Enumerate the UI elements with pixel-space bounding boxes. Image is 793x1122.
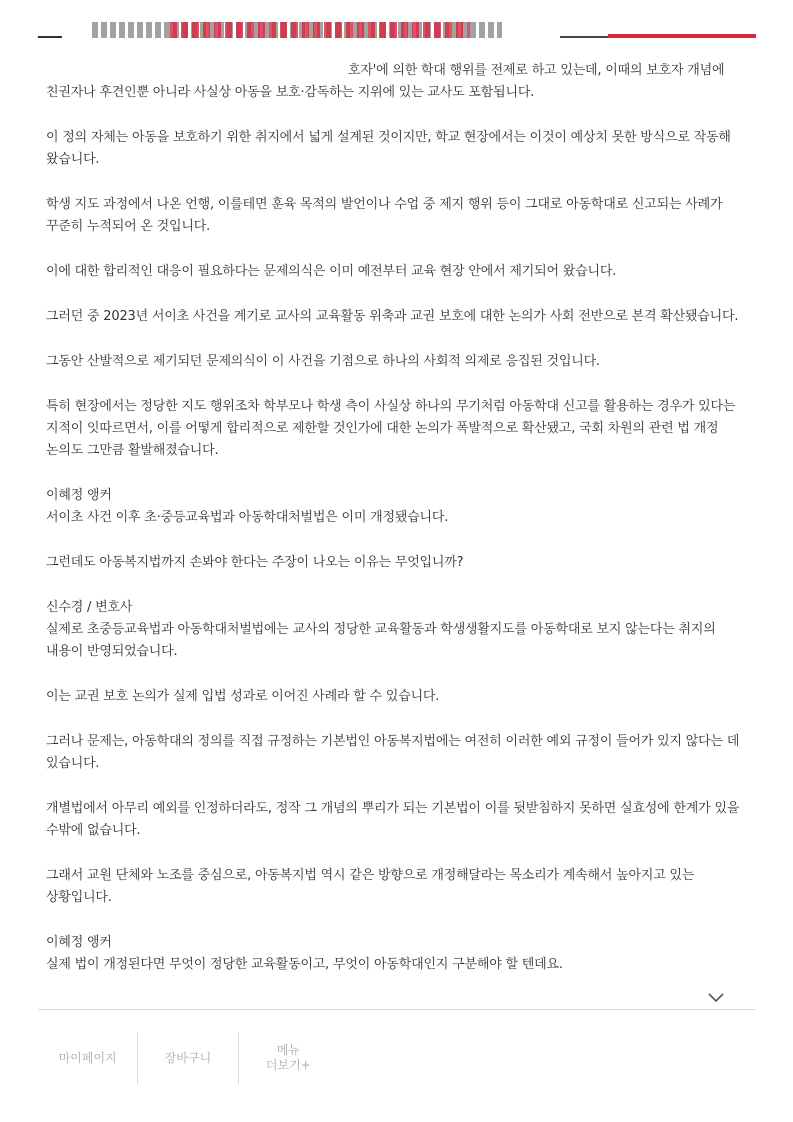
mypage-button[interactable] <box>38 1032 138 1084</box>
dialogue-block <box>46 932 750 976</box>
more-menu-label-line1: 메뉴 <box>276 1043 300 1057</box>
speaker-name: 이혜정 앵커 <box>46 935 112 950</box>
cart-label: 장바구니 <box>164 1050 212 1065</box>
dialogue-line: 그런데도 아동복지법까지 손봐야 한다는 주장이 나오는 이유는 무엇입니까? <box>46 555 464 570</box>
bottom-nav <box>38 1032 338 1084</box>
dialogue-block <box>46 485 750 529</box>
dialogue-line: 그래서 교원 단체와 노조를 중심으로, 아동복지법 역시 같은 방향으로 개정해달라는 목소리가 계속해서 높아지고 있는 상황입니다. <box>46 868 695 905</box>
speaker-name: 이혜정 앵커 <box>46 488 112 503</box>
article-paragraph: 이에 대한 합리적인 대응이 필요하다는 문제의식은 이미 예전부터 교육 현장 안에서 제기되어 왔습니다. <box>46 264 617 279</box>
article-paragraph: 그동안 산발적으로 제기되던 문제의식이 이 사건을 기점으로 하나의 사회적 의제로 응집된 것입니다. <box>46 354 600 369</box>
header-underline <box>560 36 608 38</box>
article-body <box>46 60 750 999</box>
more-menu-label-line2: 더보기+ <box>265 1058 311 1072</box>
dialogue-line: 이는 교권 보호 논의가 실제 입법 성과로 이어진 사례라 할 수 있습니다. <box>46 689 440 704</box>
more-menu-label <box>266 1043 311 1073</box>
dialogue-line: 개별법에서 아무리 예외를 인정하더라도, 정작 그 개념의 뿌리가 되는 기본법이 이를 뒷받침하지 못하면 실효성에 한계가 있을 수밖에 없습니다. <box>46 801 740 838</box>
cart-button[interactable] <box>138 1032 238 1084</box>
clipped-header <box>0 0 793 38</box>
dialogue-block <box>46 597 750 663</box>
article-paragraph: 학생 지도 과정에서 나온 언행, 이를테면 훈육 목적의 발언이나 수업 중 제지 행위 등이 그대로 아동학대로 신고되는 사례가 꾸준히 누적되어 온 것입니다. <box>46 197 723 234</box>
clipped-headline-accent <box>170 22 470 38</box>
dialogue-line: 실제로 초중등교육법과 아동학대처벌법에는 교사의 정당한 교육활동과 학생생활지도를 아동학대로 보지 않는다는 취지의 내용이 반영되었습니다. <box>46 622 716 659</box>
chevron-down-icon[interactable] <box>706 990 726 1006</box>
speaker-name: 신수경 / 변호사 <box>46 600 133 615</box>
header-accent-bar <box>608 34 756 38</box>
mypage-label: 마이페이지 <box>58 1050 117 1065</box>
bottom-divider <box>38 1009 756 1010</box>
article-paragraph: 그러던 중 2023년 서이초 사건을 계기로 교사의 교육활동 위축과 교권 보호에 대한 논의가 사회 전반으로 본격 확산됐습니다. <box>46 309 739 324</box>
header-dash <box>38 36 62 38</box>
dialogue-line: 그러나 문제는, 아동학대의 정의를 직접 규정하는 기본법인 아동복지법에는 여전히 이러한 예외 규정이 들어가 있지 않다는 데 있습니다. <box>46 734 740 771</box>
more-menu-button[interactable] <box>239 1032 338 1084</box>
article-paragraph: 이 정의 자체는 아동을 보호하기 위한 취지에서 넓게 설계된 것이지만, 학교 현장에서는 이것이 예상치 못한 방식으로 작동해 왔습니다. <box>46 130 731 167</box>
article-paragraph: 특히 현장에서는 정당한 지도 행위조차 학부모나 학생 측이 사실상 하나의 무기처럼 아동학대 신고를 활용하는 경우가 있다는 지적이 잇따르면서, 이를 어떻게 합리적으로 제한할 것인가에 대한 논의가 폭발적으로 확산됐고, 국회 차원의 관련 법 개정 논의도 그만큼 활발해졌습니다. <box>46 399 736 458</box>
dialogue-line: 실제 법이 개정된다면 무엇이 정당한 교육활동이고, 무엇이 아동학대인지 구분해야 할 텐데요. <box>46 957 563 972</box>
article-paragraph: 호자'에 의한 학대 행위를 전제로 하고 있는데, 이때의 보호자 개념에 친권자나 후견인뿐 아니라 사실상 아동을 보호·감독하는 지위에 있는 교사도 포함됩니다. <box>46 63 725 100</box>
dialogue-line: 서이초 사건 이후 초·중등교육법과 아동학대처벌법은 이미 개정됐습니다. <box>46 510 449 525</box>
